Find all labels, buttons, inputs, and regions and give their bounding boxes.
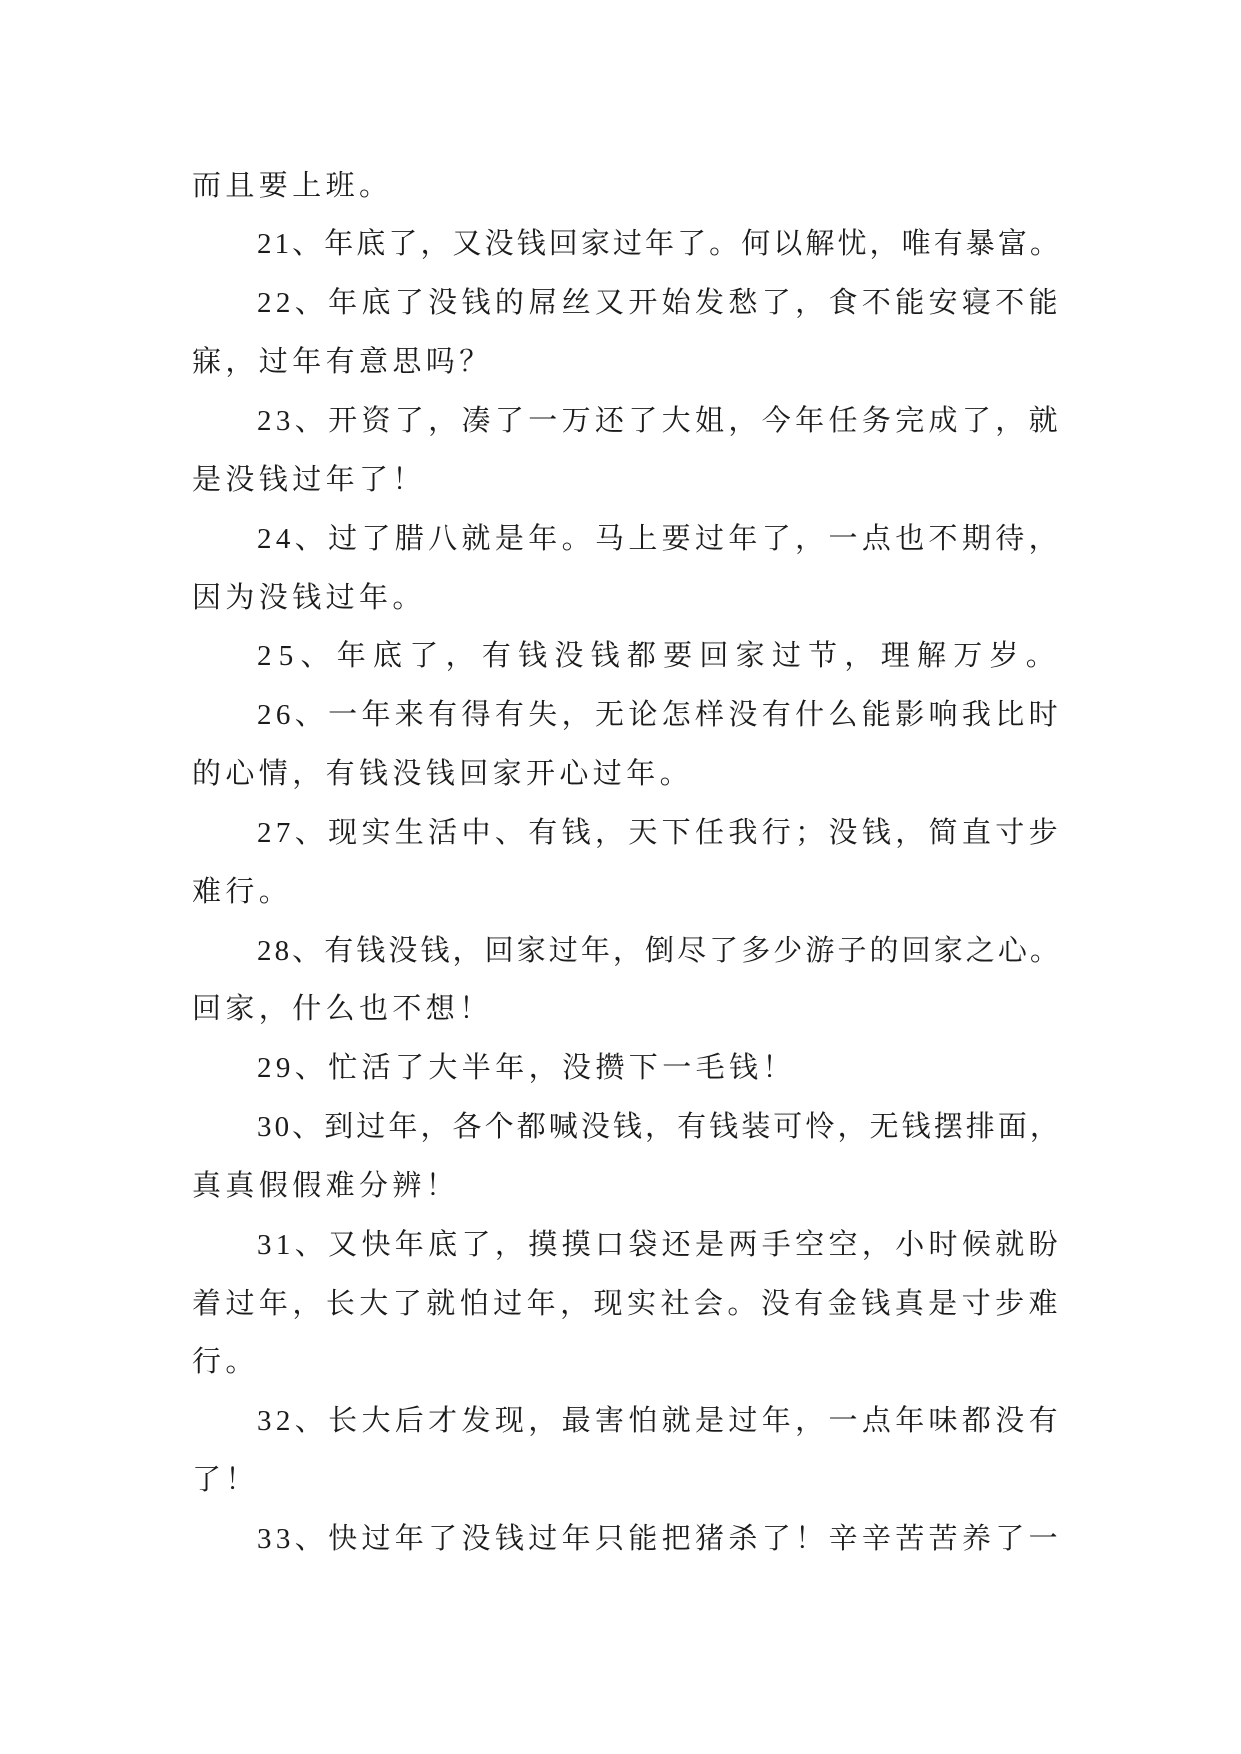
text-line-content: 27、现实生活中、有钱，天下任我行；没钱，简直寸步 [257, 816, 1062, 849]
text-line-content: 28、有钱没钱，回家过年，倒尽了多少游子的回家之心。 [257, 934, 1062, 967]
text-line-content: 22、年底了没钱的屌丝又开始发愁了，食不能安寝不能 [257, 287, 1062, 320]
text-line [192, 510, 1062, 569]
text-line [192, 1333, 1062, 1392]
text-line-content: 的心情，有钱没钱回家开心过年。 [192, 758, 694, 791]
text-line [192, 686, 1062, 745]
text-line [192, 745, 1062, 804]
continued-paragraph [192, 157, 1062, 216]
text-line [192, 333, 1062, 392]
text-line-content: 回家，什么也不想！ [192, 993, 493, 1026]
text-line-content: 25、年底了，有钱没钱都要回家过节，理解万岁。 [257, 640, 1062, 673]
text-line [192, 863, 1062, 922]
text-line [192, 1098, 1062, 1157]
list-item [192, 1039, 1062, 1098]
text-line-content: 而且要上班。 [192, 169, 393, 202]
text-line-content: 29、忙活了大半年，没攒下一毛钱！ [257, 1052, 796, 1085]
text-line-content: 33、快过年了没钱过年只能把猪杀了！辛辛苦苦养了一 [257, 1523, 1062, 1555]
text-line [192, 1157, 1062, 1216]
text-line-content: 难行。 [192, 875, 293, 908]
text-line-content: 24、过了腊八就是年。马上要过年了，一点也不期待， [257, 522, 1062, 555]
text-line-content: 32、长大后才发现，最害怕就是过年，一点年味都没有 [257, 1405, 1062, 1438]
text-line [192, 1275, 1062, 1334]
list-item [192, 1510, 1062, 1569]
text-line-content: 23、开资了，凑了一万还了大姐，今年任务完成了，就 [257, 404, 1062, 437]
list-item [192, 1216, 1062, 1393]
text-line-content: 寐，过年有意思吗？ [192, 346, 493, 379]
list-item [192, 922, 1062, 1040]
text-line [192, 215, 1062, 274]
list-item [192, 392, 1062, 510]
text-line [192, 1510, 1062, 1569]
list-item [192, 686, 1062, 804]
text-line [192, 451, 1062, 510]
list-item [192, 274, 1062, 392]
text-line-content: 是没钱过年了！ [192, 463, 426, 496]
list-item [192, 510, 1062, 628]
document-body [192, 157, 1062, 1569]
text-line [192, 157, 1062, 216]
list-item [192, 1392, 1062, 1510]
text-line [192, 980, 1062, 1039]
text-line-content: 21、年底了，又没钱回家过年了。何以解忧，唯有暴富。 [257, 228, 1062, 261]
text-line-content: 因为没钱过年。 [192, 581, 426, 614]
text-line [192, 1216, 1062, 1275]
text-line [192, 569, 1062, 628]
list-item [192, 804, 1062, 922]
text-line-content: 30、到过年，各个都喊没钱，有钱装可怜，无钱摆排面， [257, 1111, 1062, 1144]
text-line [192, 804, 1062, 863]
text-line-content: 31、又快年底了，摸摸口袋还是两手空空，小时候就盼 [257, 1228, 1062, 1261]
text-line-content: 26、一年来有得有失，无论怎样没有什么能影响我比时 [257, 699, 1062, 732]
text-line-content: 行。 [192, 1346, 259, 1379]
text-line [192, 274, 1062, 333]
text-line-content: 了！ [192, 1464, 259, 1497]
numbered-list [192, 215, 1062, 1568]
list-item [192, 1098, 1062, 1216]
text-line [192, 1039, 1062, 1098]
text-line-content: 真真假假难分辨！ [192, 1169, 460, 1202]
text-line [192, 1392, 1062, 1451]
text-line [192, 922, 1062, 981]
text-line [192, 627, 1062, 686]
list-item [192, 627, 1062, 686]
text-line [192, 1451, 1062, 1510]
text-line [192, 392, 1062, 451]
text-line-content: 着过年，长大了就怕过年，现实社会。没有金钱真是寸步难 [192, 1287, 1062, 1320]
list-item [192, 215, 1062, 274]
